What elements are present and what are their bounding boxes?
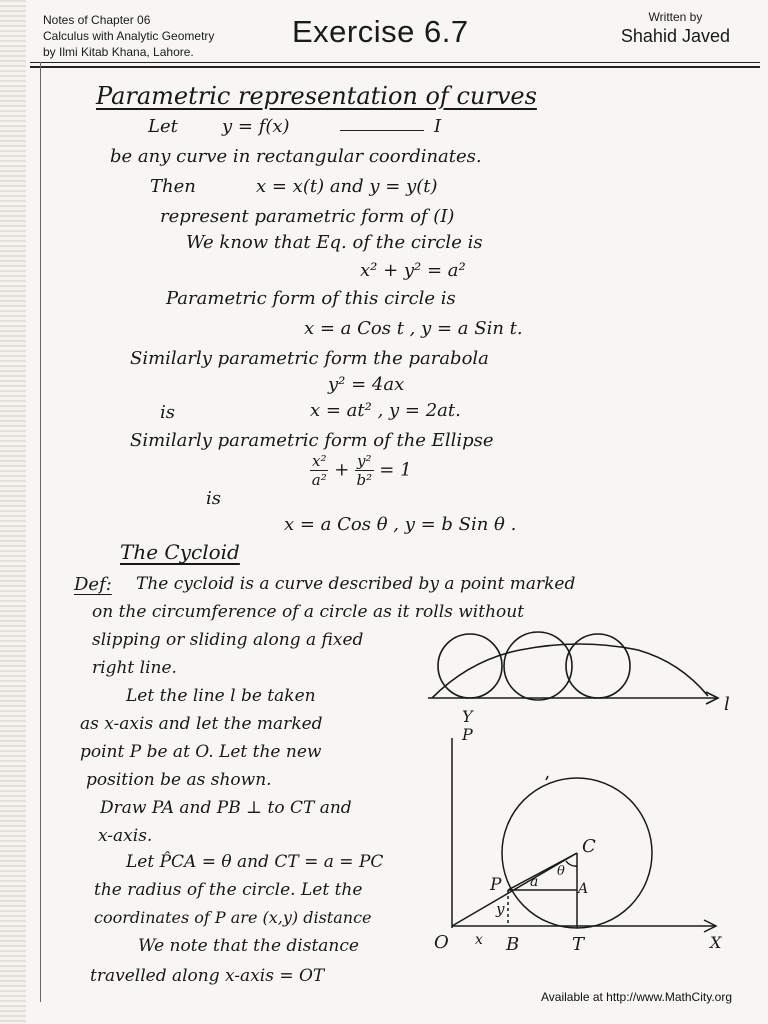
math-line: x = at² , y = 2at.	[310, 400, 461, 421]
math-line: x = x(t) and y = y(t)	[256, 176, 438, 197]
label-X: X	[710, 933, 722, 952]
body-line: point P be at O. Let the new	[80, 742, 322, 762]
line-let: Let	[148, 116, 178, 137]
label-P: P	[490, 875, 502, 895]
math-line: x = a Cos θ , y = b Sin θ .	[284, 514, 517, 535]
header-author	[621, 10, 730, 47]
margin-line	[40, 62, 41, 1002]
binding-edge	[0, 0, 26, 1024]
label-theta: θ	[557, 864, 565, 879]
text-line: represent parametric form of (I)	[160, 206, 455, 227]
label-O: O	[434, 932, 449, 953]
body-line: coordinates of P are (x,y) distance	[94, 908, 372, 927]
plus-sign: +	[334, 459, 350, 481]
footer-source: Available at http://www.MathCity.org	[541, 990, 732, 1004]
rolling-circle	[438, 634, 502, 698]
def-label: Def:	[74, 574, 112, 595]
text-line: is	[160, 402, 175, 423]
definition-line: slipping or sliding along a fixed	[92, 630, 364, 650]
fraction-x	[310, 452, 328, 489]
label-T: T	[572, 934, 585, 955]
body-line: position be as shown.	[86, 770, 272, 790]
body-line: Draw PA and PB ⊥ to CT and	[100, 798, 352, 818]
body-line: travelled along x-axis = OT	[90, 966, 325, 986]
label-y: y	[496, 900, 505, 918]
eq-number: I	[434, 116, 442, 137]
notes-line-3: by Ilmi Kitab Khana, Lahore.	[43, 45, 194, 59]
text-line: We know that Eq. of the circle is	[186, 232, 483, 253]
header-rule	[30, 62, 760, 63]
label-C: C	[582, 836, 596, 857]
x-arrow	[704, 920, 716, 932]
body-line: We note that the distance	[138, 936, 359, 956]
ellipse-equation	[310, 452, 412, 489]
notes-line-1: Notes of Chapter 06	[43, 13, 151, 27]
blank-rule	[340, 130, 424, 131]
fraction-y	[355, 452, 374, 489]
text-line: Similarly parametric form the parabola	[130, 348, 489, 369]
body-line: Let P̂CA = θ and CT = a = PC	[126, 852, 384, 872]
body-line: Let the line l be taken	[126, 686, 316, 706]
line-y-fx: y = f(x)	[222, 116, 290, 137]
frac-num: y²	[357, 452, 372, 470]
math-line: y² = 4ax	[328, 374, 405, 395]
section-heading: Parametric representation of curves	[96, 82, 537, 110]
text-line: Similarly parametric form of the Ellipse	[130, 430, 494, 451]
header-notes	[43, 12, 214, 60]
page-title: Exercise 6.7	[292, 14, 469, 49]
definition-line: The cycloid is a curve described by a point marked	[136, 574, 576, 594]
body-line: x-axis.	[98, 826, 153, 846]
rolling-circle	[504, 632, 572, 700]
author-name: Shahid Javed	[620, 26, 730, 46]
definition-line: right line.	[92, 658, 177, 678]
text-line: be any curve in rectangular coordinates.	[110, 146, 482, 167]
rolling-circle	[566, 634, 630, 698]
arrow-head	[706, 692, 718, 704]
segment-PC	[508, 853, 577, 890]
header-rule-thick	[30, 66, 760, 68]
tick-mark	[546, 776, 548, 780]
generating-circle	[502, 778, 652, 928]
label-Y: Y	[462, 707, 473, 726]
label-A: A	[578, 881, 589, 897]
label-B: B	[506, 934, 520, 955]
frac-den: b²	[356, 471, 373, 489]
line-label-l: l	[724, 694, 730, 715]
text-line: Parametric form of this circle is	[166, 288, 456, 309]
text-line: is	[206, 488, 221, 509]
definition-line: on the circumference of a circle as it rolls without	[92, 602, 525, 622]
frac-num: x²	[312, 452, 327, 470]
written-by-label: Written by	[648, 10, 703, 24]
math-line: x = a Cos t , y = a Sin t.	[304, 318, 523, 339]
text-line: Then	[150, 176, 196, 197]
label-a: a	[530, 874, 539, 890]
cycloid-arch	[432, 644, 708, 698]
segment-OC	[452, 853, 577, 926]
frac-den: a²	[311, 471, 327, 489]
notes-line-2: Calculus with Analytic Geometry	[43, 29, 215, 43]
body-line: as x-axis and let the marked	[80, 714, 323, 734]
label-P-top: P	[462, 725, 473, 744]
angle-arc	[566, 861, 577, 866]
label-x: x	[475, 932, 483, 948]
equals-one: = 1	[379, 459, 412, 481]
math-line: x² + y² = a²	[360, 260, 466, 281]
body-line: the radius of the circle. Let the	[94, 880, 363, 900]
cycloid-heading: The Cycloid	[120, 540, 240, 564]
